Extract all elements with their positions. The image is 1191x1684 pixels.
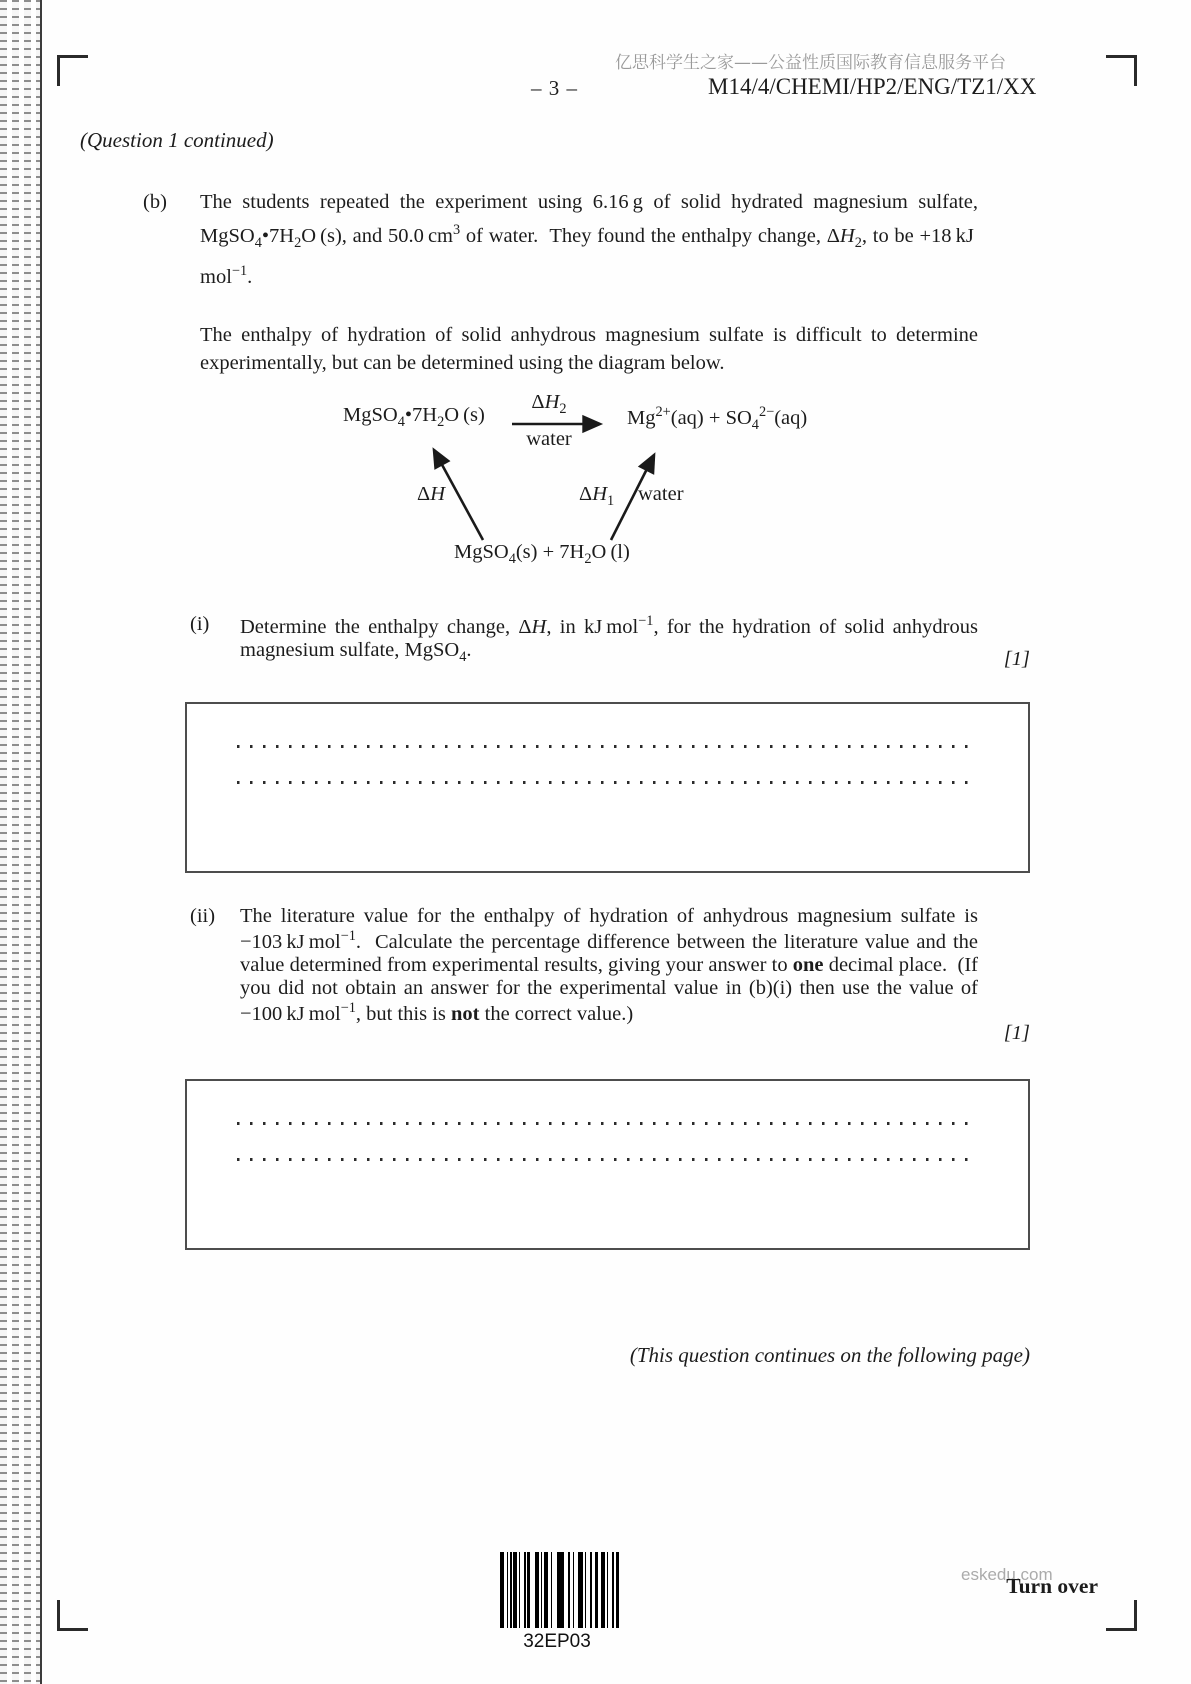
formula-hydrated-solid: $MgSO_4•7H_2O$ (s)	[343, 404, 485, 431]
formula-aqueous-ions: $Mg^{2+}(aq) + SO_4^{2-}(aq)$	[627, 404, 808, 433]
label-water-right: water	[638, 483, 684, 505]
label-delta-h1: $\Delta H_1$	[579, 483, 615, 510]
question-b-label: (b)	[143, 191, 167, 213]
question-b-i	[190, 613, 1030, 673]
label-delta-h: ΔH	[417, 483, 445, 505]
barcode	[500, 1552, 619, 1628]
crop-mark-bottom-right	[1106, 1600, 1137, 1631]
answer-line	[237, 1122, 977, 1125]
question-b-paragraph-1: The students repeated the experiment using 6.16 g of solid hydrated magnesium sulfate, $MgSO_4•7H_2O$ (s), and 50.0 $cm^3$ of water. They found the enthalpy change, $\Delta H_2$, to be +18 kJ mol$^{-1}$.	[200, 191, 978, 288]
crop-mark-top-left	[57, 55, 88, 86]
answer-line	[237, 745, 977, 748]
question-continued-note: (Question 1 continued)	[80, 128, 274, 152]
label-delta-h2: $\Delta H_2$	[531, 391, 567, 418]
answer-box-b-ii	[185, 1079, 1030, 1250]
label-water-top: water	[526, 428, 572, 450]
formula-anhydrous-plus-water: MgSO$_4$(s) + $7H_2O$ (l)	[454, 541, 630, 568]
question-b-ii-label: (ii)	[190, 905, 216, 927]
answer-line	[237, 781, 977, 784]
question-b-i-text: Determine the enthalpy change, ΔH, in kJ mol$^{-1}$, for the hydration of solid anhydrous magnesium sulfate, MgSO$_4$.	[240, 613, 978, 665]
question-b-ii-text: The literature value for the enthalpy of hydration of anhydrous magnesium sulfate is −103 kJ mol$^{-1}$. Calculate the percentage difference between the literature value and the value determined from experimental results, giving your answer to one decimal place. (If you did not obtain an answer for the experimental value in (b)(i) then use the value of −100 kJ mol$^{-1}$, but this is not the correct value.)	[240, 905, 978, 1025]
question-b-ii	[190, 905, 1030, 1047]
crop-mark-top-right	[1106, 55, 1137, 86]
question-b	[143, 188, 978, 377]
question-b-ii-mark: [1]	[1003, 1022, 1030, 1044]
exam-code: M14/4/CHEMI/HP2/ENG/TZ1/XX	[708, 74, 1037, 99]
answer-box-b-i	[185, 702, 1030, 873]
barcode-label: 32EP03	[523, 1631, 591, 1652]
enthalpy-cycle-diagram	[0, 390, 1191, 600]
question-b-paragraph-2: The enthalpy of hydration of solid anhydrous magnesium sulfate is difficult to determine experimentally, but can be determined using the diagram below.	[200, 323, 978, 374]
answer-line	[237, 1158, 977, 1161]
left-hatch-strip	[0, 0, 42, 1684]
question-b-i-label: (i)	[190, 613, 210, 635]
question-continues-note: (This question continues on the following page)	[629, 1343, 1030, 1367]
page-number: – 3 –	[531, 76, 578, 100]
crop-mark-bottom-left	[57, 1600, 88, 1631]
turn-over-label: Turn over	[1006, 1574, 1098, 1598]
question-b-i-mark: [1]	[1003, 648, 1030, 670]
site-watermark: eskedu.com	[961, 1565, 1053, 1584]
chinese-watermark: 亿思科学生之家——公益性质国际教育信息服务平台	[615, 53, 1006, 73]
